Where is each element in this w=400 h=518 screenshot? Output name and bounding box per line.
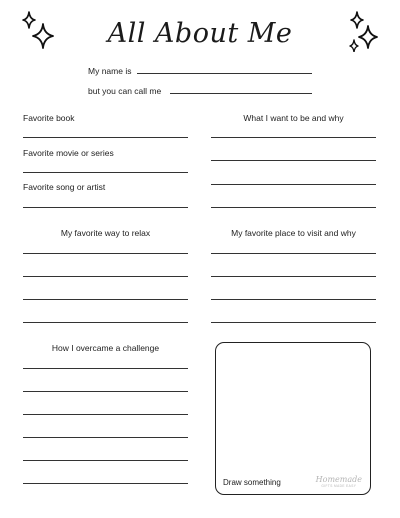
- visit-label: My favorite place to visit and why: [231, 228, 356, 238]
- call-me-line[interactable]: [170, 93, 312, 94]
- brand-logo: [316, 476, 362, 488]
- logo-sub-text: GIFTS MADE EASY: [321, 484, 357, 488]
- want-to-be-line-2[interactable]: [211, 160, 376, 161]
- challenge-line-5[interactable]: [23, 460, 188, 461]
- relax-line-1[interactable]: [23, 253, 188, 254]
- relax-line-2[interactable]: [23, 276, 188, 277]
- favorite-book-label: Favorite book: [23, 113, 75, 123]
- draw-area[interactable]: [215, 342, 371, 495]
- favorite-movie-label: Favorite movie or series: [23, 148, 114, 158]
- logo-main-text: Homemade: [315, 475, 362, 484]
- challenge-line-4[interactable]: [23, 437, 188, 438]
- favorite-song-label: Favorite song or artist: [23, 182, 106, 192]
- favorite-song-line[interactable]: [23, 207, 188, 208]
- relax-line-4[interactable]: [23, 322, 188, 323]
- visit-line-3[interactable]: [211, 299, 376, 300]
- my-name-label: My name is: [88, 66, 132, 76]
- challenge-line-6[interactable]: [23, 483, 188, 484]
- relax-line-3[interactable]: [23, 299, 188, 300]
- visit-line-4[interactable]: [211, 322, 376, 323]
- want-to-be-label: What I want to be and why: [243, 113, 344, 123]
- want-to-be-line-3[interactable]: [211, 184, 376, 185]
- call-me-label: but you can call me: [88, 86, 162, 96]
- visit-line-2[interactable]: [211, 276, 376, 277]
- challenge-line-2[interactable]: [23, 391, 188, 392]
- relax-label: My favorite way to relax: [60, 228, 151, 238]
- challenge-line-3[interactable]: [23, 414, 188, 415]
- want-to-be-line-1[interactable]: [211, 137, 376, 138]
- draw-label: Draw something: [223, 478, 281, 487]
- page-title: All About Me: [107, 18, 293, 49]
- visit-line-1[interactable]: [211, 253, 376, 254]
- my-name-line[interactable]: [137, 73, 312, 74]
- challenge-line-1[interactable]: [23, 368, 188, 369]
- favorite-movie-line[interactable]: [23, 172, 188, 173]
- want-to-be-line-4[interactable]: [211, 207, 376, 208]
- challenge-label: How I overcame a challenge: [51, 343, 160, 353]
- favorite-book-line[interactable]: [23, 137, 188, 138]
